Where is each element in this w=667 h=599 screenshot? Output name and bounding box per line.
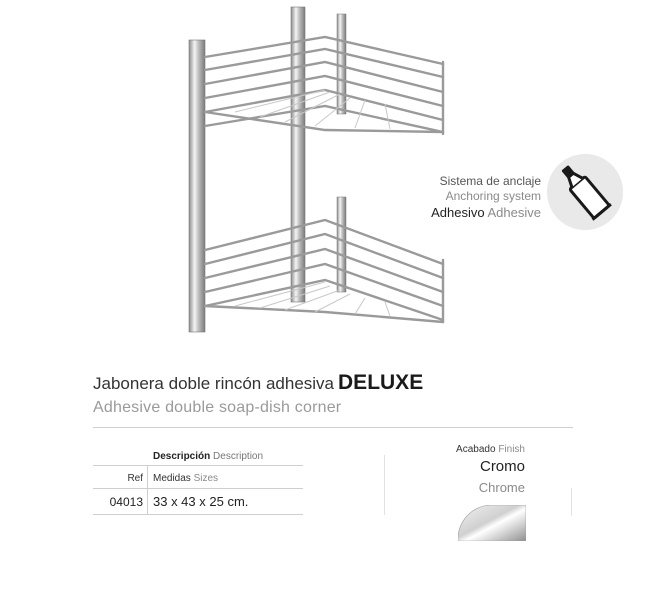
finish-label-en: Finish [498, 444, 525, 455]
finish-label-es: Acabado [456, 444, 496, 455]
description-label-es: Descripción [153, 451, 211, 462]
description-label-en: Description [213, 451, 264, 462]
product-title-en: Adhesive double soap-dish corner [93, 399, 342, 416]
chrome-swatch [458, 505, 526, 541]
table-row-sizes: 33 x 43 x 25 cm. [153, 494, 249, 509]
table-rule-middle [93, 488, 303, 489]
anchoring-label-en: Anchoring system [445, 189, 541, 203]
product-image [175, 2, 475, 342]
finish-name-en: Chrome [478, 480, 525, 495]
sizes-label-es: Medidas [153, 473, 191, 484]
table-rule-top [93, 465, 303, 466]
finish-label [456, 444, 525, 455]
product-title [93, 371, 423, 395]
product-brand: DELUXE [338, 371, 424, 394]
column-separator [147, 465, 148, 515]
table-rule-bottom [93, 514, 303, 515]
title-divider [93, 427, 573, 428]
description-header [153, 451, 263, 462]
table-row-ref: 04013 [109, 495, 143, 509]
finish-name-es: Cromo [479, 458, 525, 475]
ref-column-header: Ref [127, 473, 143, 484]
finish-divider-left [384, 455, 385, 515]
anchoring-type [431, 205, 541, 220]
sizes-label-en: Sizes [193, 473, 219, 484]
product-title-es: Jabonera doble rincón adhesiva [93, 374, 335, 393]
anchoring-type-en: Adhesive [487, 205, 541, 220]
adhesive-tube-icon [547, 154, 623, 230]
finish-divider-right [571, 488, 572, 516]
sizes-column-header [153, 473, 218, 484]
anchoring-type-es: Adhesivo [431, 205, 485, 220]
anchoring-label-es: Sistema de anclaje [439, 174, 541, 188]
